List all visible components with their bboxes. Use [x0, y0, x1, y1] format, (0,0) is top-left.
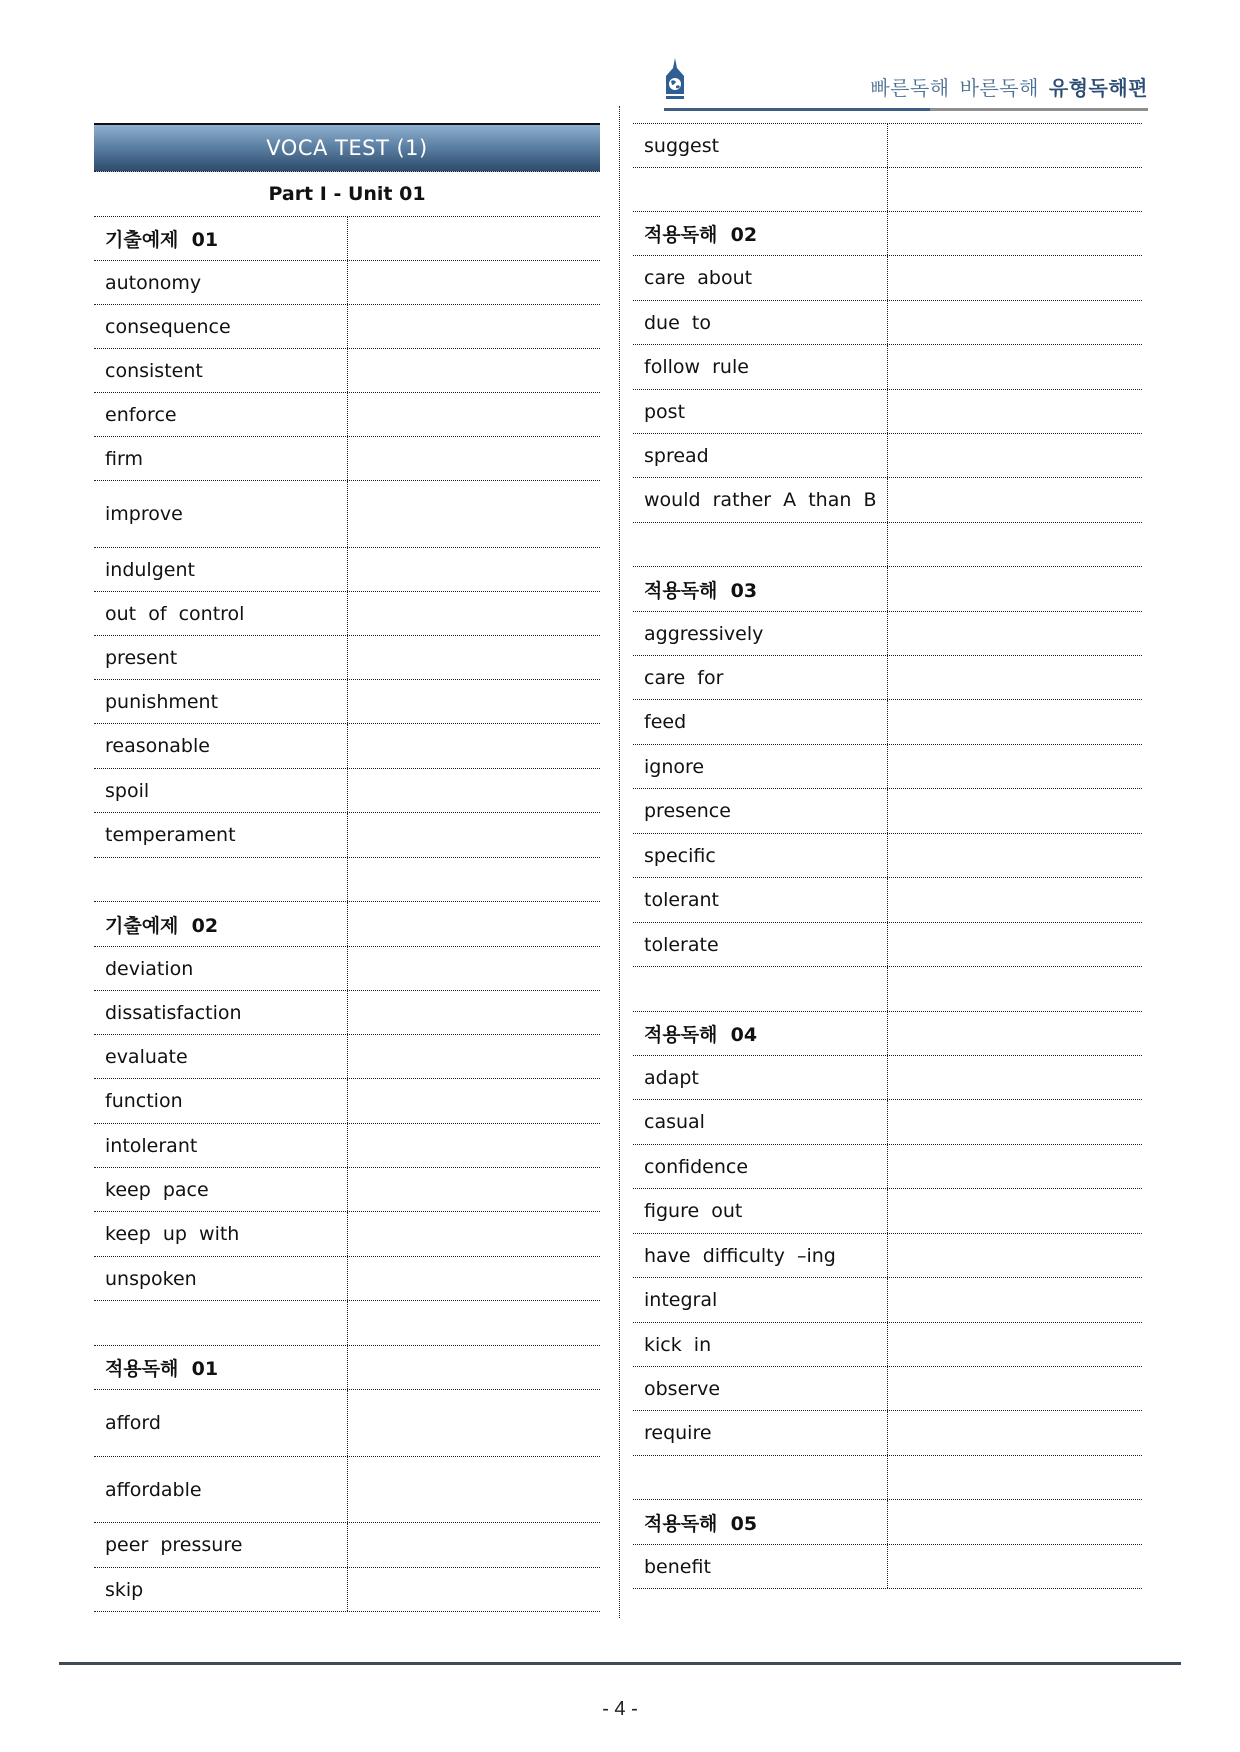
vocab-word: consistent [94, 349, 348, 392]
answer-cell [348, 858, 600, 901]
vocab-word [94, 858, 348, 901]
vocab-word: temperament [94, 813, 348, 857]
blank-row [633, 168, 1142, 212]
answer-cell[interactable] [348, 991, 600, 1034]
answer-cell[interactable] [348, 481, 600, 547]
answer-cell[interactable] [348, 724, 600, 768]
vocab-word: spread [633, 434, 888, 477]
vocab-row [94, 393, 600, 437]
vocab-row [633, 700, 1142, 745]
vocab-row [94, 769, 600, 813]
vocab-row [633, 789, 1142, 834]
blank-row [633, 1456, 1142, 1500]
answer-cell[interactable] [348, 1257, 600, 1300]
answer-cell[interactable] [888, 612, 1142, 655]
blank-row [633, 967, 1142, 1012]
left-rows [94, 217, 600, 1612]
vocab-row [94, 305, 600, 349]
answer-cell[interactable] [888, 1323, 1142, 1366]
answer-cell [888, 1012, 1142, 1055]
section-label: 기출예제 01 [94, 217, 348, 260]
vocab-word: post [633, 390, 888, 433]
answer-cell[interactable] [348, 680, 600, 723]
vocab-row [633, 1323, 1142, 1367]
vocab-row [94, 947, 600, 991]
answer-cell [348, 1301, 600, 1345]
vocab-row [633, 1056, 1142, 1100]
vocab-row [94, 261, 600, 305]
vocab-row [633, 345, 1142, 390]
answer-cell[interactable] [348, 437, 600, 480]
vocab-row [94, 1523, 600, 1568]
vocab-row [633, 1100, 1142, 1145]
vocab-word: affordable [94, 1457, 348, 1522]
vocab-word: specific [633, 834, 888, 877]
vocab-row [633, 745, 1142, 789]
answer-cell [888, 212, 1142, 255]
vocab-word: due to [633, 301, 888, 344]
vocab-word: out of control [94, 592, 348, 635]
answer-cell[interactable] [348, 636, 600, 679]
blank-row [94, 1301, 600, 1346]
vocab-row [94, 1124, 600, 1168]
vocab-word: presence [633, 789, 888, 833]
answer-cell[interactable] [348, 1457, 600, 1522]
vocab-word: require [633, 1411, 888, 1455]
vocab-row [94, 991, 600, 1035]
vocab-word: suggest [633, 124, 888, 167]
book-title [870, 72, 1148, 101]
vocab-row [94, 592, 600, 636]
answer-cell[interactable] [888, 256, 1142, 300]
vocab-row [94, 724, 600, 769]
vocab-row [633, 256, 1142, 301]
footer-rule [59, 1662, 1181, 1665]
answer-cell [348, 217, 600, 260]
section-label: 적용독해 04 [633, 1012, 888, 1055]
vocab-row [633, 478, 1142, 523]
section-label: 적용독해 02 [633, 212, 888, 255]
section-header-row [633, 212, 1142, 256]
answer-cell[interactable] [888, 700, 1142, 744]
vocab-row [94, 636, 600, 680]
answer-cell[interactable] [888, 1411, 1142, 1455]
vocab-row [633, 1189, 1142, 1234]
answer-cell[interactable] [888, 124, 1142, 167]
fountain-pen-globe-icon [662, 58, 688, 104]
answer-cell[interactable] [348, 261, 600, 304]
vocab-word [633, 523, 888, 566]
book-title-part3: 유형독해편 [1048, 76, 1148, 100]
answer-cell [888, 567, 1142, 611]
vocab-row [633, 656, 1142, 700]
section-header-row [94, 902, 600, 947]
vocab-word: autonomy [94, 261, 348, 304]
vocab-row [94, 1212, 600, 1257]
blank-row [633, 523, 1142, 567]
vocab-row [94, 1168, 600, 1212]
answer-cell[interactable] [348, 813, 600, 857]
test-title: VOCA TEST (1) [94, 123, 600, 172]
answer-cell[interactable] [888, 1189, 1142, 1233]
answer-cell [888, 1500, 1142, 1544]
vocab-word: spoil [94, 769, 348, 812]
answer-cell[interactable] [888, 1056, 1142, 1099]
answer-cell[interactable] [888, 745, 1142, 788]
vocab-row [633, 1145, 1142, 1189]
answer-cell[interactable] [348, 1124, 600, 1167]
vocab-row [94, 437, 600, 481]
answer-cell[interactable] [888, 1234, 1142, 1277]
vocab-row [94, 1457, 600, 1523]
vocab-word: unspoken [94, 1257, 348, 1300]
answer-cell[interactable] [348, 305, 600, 348]
vocab-row [633, 301, 1142, 345]
vocab-row [633, 123, 1142, 168]
vocab-word: care about [633, 256, 888, 300]
section-header-row [94, 1346, 600, 1390]
vocab-row [94, 1390, 600, 1457]
vocab-word [633, 168, 888, 211]
vocab-word: indulgent [94, 548, 348, 591]
vocab-word: follow rule [633, 345, 888, 389]
vocab-word: afford [94, 1390, 348, 1456]
vocab-word: casual [633, 1100, 888, 1144]
answer-cell[interactable] [888, 390, 1142, 433]
vocab-word [94, 1301, 348, 1345]
answer-cell[interactable] [348, 1079, 600, 1123]
answer-cell[interactable] [348, 592, 600, 635]
answer-cell[interactable] [888, 834, 1142, 877]
vocab-row [633, 834, 1142, 878]
answer-cell[interactable] [348, 769, 600, 812]
vocab-word: ignore [633, 745, 888, 788]
vocab-word: keep pace [94, 1168, 348, 1211]
vocab-word: keep up with [94, 1212, 348, 1256]
vocab-word: benefit [633, 1545, 888, 1588]
answer-cell [888, 168, 1142, 211]
vocab-word: kick in [633, 1323, 888, 1366]
answer-cell[interactable] [348, 548, 600, 591]
vocab-word: enforce [94, 393, 348, 436]
vocab-word: deviation [94, 947, 348, 990]
vocab-row [633, 878, 1142, 923]
vocab-row [633, 1545, 1142, 1589]
vocab-word: reasonable [94, 724, 348, 768]
answer-cell[interactable] [348, 1168, 600, 1211]
vocab-word: adapt [633, 1056, 888, 1099]
answer-cell[interactable] [888, 878, 1142, 922]
column-divider [619, 106, 620, 1618]
answer-cell [348, 1346, 600, 1389]
answer-cell [348, 902, 600, 946]
answer-cell [888, 967, 1142, 1011]
answer-cell[interactable] [888, 923, 1142, 966]
answer-cell[interactable] [348, 1212, 600, 1256]
vocab-row [94, 1079, 600, 1124]
unit-label: Part I - Unit 01 [94, 172, 600, 217]
vocab-word: skip [94, 1568, 348, 1611]
vocab-word [633, 967, 888, 1011]
section-label: 적용독해 01 [94, 1346, 348, 1389]
section-header-row [633, 567, 1142, 612]
vocab-word: present [94, 636, 348, 679]
right-rows [633, 123, 1142, 1589]
answer-cell[interactable] [348, 1035, 600, 1078]
answer-cell[interactable] [888, 301, 1142, 344]
vocab-row [94, 1568, 600, 1612]
vocab-word: punishment [94, 680, 348, 723]
vocab-word: have difficulty –ing [633, 1234, 888, 1277]
answer-cell [888, 1456, 1142, 1499]
vocab-row [94, 680, 600, 724]
section-header-row [633, 1500, 1142, 1545]
header-rule [664, 108, 1148, 111]
answer-cell [888, 523, 1142, 566]
answer-cell[interactable] [888, 789, 1142, 833]
vocab-word: aggressively [633, 612, 888, 655]
vocab-word: peer pressure [94, 1523, 348, 1567]
answer-cell[interactable] [888, 1100, 1142, 1144]
section-label: 적용독해 05 [633, 1500, 888, 1544]
answer-cell[interactable] [888, 1545, 1142, 1588]
vocab-table-right [633, 123, 1142, 1589]
answer-cell[interactable] [348, 1568, 600, 1611]
vocab-word: intolerant [94, 1124, 348, 1167]
vocab-word: evaluate [94, 1035, 348, 1078]
section-label: 적용독해 03 [633, 567, 888, 611]
vocab-word: care for [633, 656, 888, 699]
vocab-word: improve [94, 481, 348, 547]
section-header-row [633, 1012, 1142, 1056]
vocab-word: tolerate [633, 923, 888, 966]
section-label: 기출예제 02 [94, 902, 348, 946]
answer-cell[interactable] [348, 393, 600, 436]
answer-cell[interactable] [888, 345, 1142, 389]
vocab-row [633, 390, 1142, 434]
answer-cell[interactable] [888, 478, 1142, 522]
answer-cell[interactable] [888, 1278, 1142, 1322]
vocab-word: feed [633, 700, 888, 744]
vocab-word: tolerant [633, 878, 888, 922]
answer-cell[interactable] [888, 656, 1142, 699]
answer-cell[interactable] [348, 1390, 600, 1456]
vocab-row [633, 1278, 1142, 1323]
page-header [660, 56, 1148, 112]
vocab-word: integral [633, 1278, 888, 1322]
vocab-row [633, 434, 1142, 478]
answer-cell[interactable] [888, 1145, 1142, 1188]
vocab-word [633, 1456, 888, 1499]
vocab-row [94, 548, 600, 592]
answer-cell[interactable] [888, 434, 1142, 477]
vocab-word: would rather A than B [633, 478, 888, 522]
section-header-row [94, 217, 600, 261]
vocab-row [633, 1411, 1142, 1456]
vocab-word: confidence [633, 1145, 888, 1188]
answer-cell[interactable] [348, 947, 600, 990]
vocab-word: consequence [94, 305, 348, 348]
answer-cell[interactable] [348, 349, 600, 392]
vocab-word: function [94, 1079, 348, 1123]
vocab-word: observe [633, 1367, 888, 1410]
answer-cell[interactable] [888, 1367, 1142, 1410]
answer-cell[interactable] [348, 1523, 600, 1567]
page-number: - 4 - [602, 1698, 638, 1720]
vocab-row [633, 1234, 1142, 1278]
book-title-part1: 빠른독해 [870, 76, 950, 100]
book-title-part2: 바른독해 [959, 76, 1039, 100]
vocab-row [94, 349, 600, 393]
vocab-row [94, 481, 600, 548]
vocab-word: figure out [633, 1189, 888, 1233]
vocab-row [94, 1257, 600, 1301]
blank-row [94, 858, 600, 902]
vocab-row [633, 612, 1142, 656]
vocab-row [633, 923, 1142, 967]
vocab-row [94, 1035, 600, 1079]
vocab-row [94, 813, 600, 858]
vocab-row [633, 1367, 1142, 1411]
vocab-word: firm [94, 437, 348, 480]
vocab-table-left [94, 123, 600, 1612]
vocab-word: dissatisfaction [94, 991, 348, 1034]
